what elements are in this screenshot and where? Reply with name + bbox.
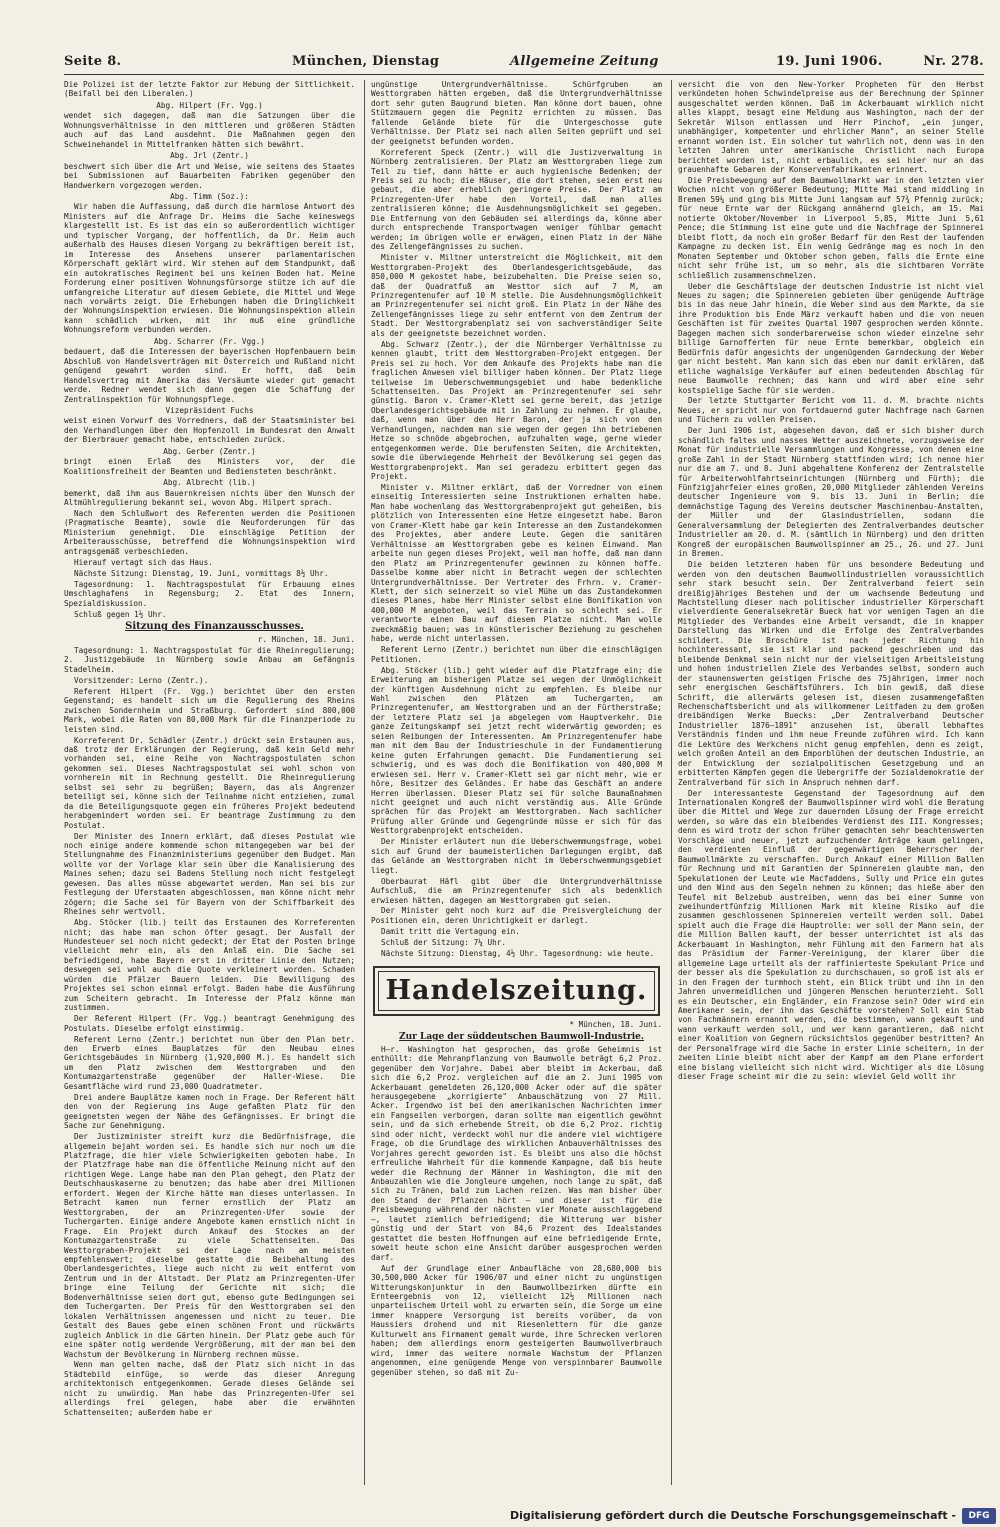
paragraph: Der Minister geht noch kurz auf die Preisvergleichung der Positionen ein, deren Unrichtigkeit er darlegt. bbox=[371, 906, 662, 925]
paragraph: Ueber die Geschäftslage der deutschen Industrie ist nicht viel Neues zu sagen; die Spinnereien gebieten über genügende Aufträge bis in das neue Jahr hinein, die Weber sind aus dem Markte, da sie ihre Produktion bis Ende März verkauft haben und die von neuen Geschäften ist für zweites Quartal 1907 gesprochen werden könnte. Dagegen machen sich sonderbarerweise schon wieder einzelne sehr billige Garnofferten für neue Ernte bemerkbar, obgleich ein Bedürfnis dafür angesichts der ungenügenden Garndeckung der Weber gar nicht besteht. Man kann sich das eben nur damit erklären, daß etliche waghalsige Verkäufer auf einen bedeutenden Abschlag für neue Baumwolle rechnen; das kann und wird aber eine sehr kostspielige Sache für sie werden. bbox=[678, 281, 984, 395]
paragraph: bringt einen Erlaß des Ministers vor, der die Koalitionsfreiheit der Beamten und Bediensteten beschränkt. bbox=[64, 457, 355, 476]
section-banner-title: Handelszeitung. bbox=[378, 971, 655, 1011]
place-and-day: München, Dienstag bbox=[292, 54, 440, 69]
paragraph: Vorsitzender: Lerno (Zentr.). bbox=[74, 675, 209, 685]
paragraph: Oberbaurat Häfl gibt über die Untergrundverhältnisse Aufschluß, die am Prinzregentenufer sich als bedenklich erwiesen hätten, dagegen am Westtorgraben gut seien. bbox=[371, 876, 662, 905]
paragraph: Korreferent Speck (Zentr.) will die Justizverwaltung in Nürnberg zentralisieren. Der Platz am Westtorgraben liege zum Teil zu tief, dann hätte er auch hygienische Bedenken; der Preis sei zu hoch; die Häuser, die dort stehen, seien erst neu gebaut, die aber erheblich geringere Preise. Der Platz am Prinzregenten-Ufer habe den Vorteil, daß man alles zentralisieren könne; die Ausdehnungsmöglichkeit sei gegeben. Die Entfernung von den Gebäuden sei allerdings da, könne aber durch entsprechende Transportwagen weniger fühlbar gemacht werden; im übrigen wolle er erwägen, einen Platz in der Nähe des Zellengefängnisses zu suchen. bbox=[371, 147, 662, 252]
column-1 bbox=[64, 80, 355, 1485]
dateline: * München, 18. Juni. bbox=[569, 1020, 662, 1030]
section-title: Sitzung des Finanzausschusses. bbox=[125, 621, 304, 633]
paragraph: Minister v. Miltner unterstreicht die Möglichkeit, mit dem Westtorgraben-Projekt des Oberlandesgerichtsgebäude, das 850,000 M gekostet habe, beizubehalten. Die Preise seien so, daß der Quadratfuß am Westtor sich auf 7 M, am Prinzregentenufer auf 10 M stelle. Die Ausdehnungsmöglichkeit am Prinzregentenufer sei nicht groß. Ein Platz in der Nähe des Zellengefängnisses liege zu sehr entfernt von dem Zentrum der Stadt. Der Westtorgrabenplatz sei von sachverständiger Seite als der geeignetste bezeichnet worden. bbox=[371, 253, 662, 338]
speaker-label: Abg. Hilpert (Fr. Vgg.) bbox=[156, 100, 263, 110]
column-2 bbox=[371, 80, 662, 1485]
paragraph: Nach dem Schlußwort des Referenten werden die Positionen (Pragmatische Beamte), sowie die Neuforderungen für das Ministerium genehmigt. Die einschlägige Petition der Arbeiterausschüsse, betreffend die Wohnungsinspektion wird antragsgemäß verbeschieden. bbox=[64, 508, 355, 556]
paragraph: wendet sich dagegen, daß man die Satzungen über die Wohnungsverhältnisse in den mittleren und größeren Städten auch auf das Land ausdehnt. Die Maßnahmen gegen den Schweinehandel in Mittelfranken hätten sich bewährt. bbox=[64, 111, 355, 149]
paragraph: Minister v. Miltner erklärt, daß der Vorredner von einem einseitig Interessierten seine Instruktionen erhalten habe. Man habe wochenlang das Westtorgrabenprojekt gut geheißen, bis plötzlich von Interessenten eine Hetze eingesetzt habe. Baron von Cramer-Klett habe gar kein Interesse an dem Zustandekommen des Projektes, aber andere Leute. Gegen die sanitären Verhältnisse am Westtorgraben gebe es keinen Einwand. Man arbeite nun gegen dieses Projekt, weil man hoffe, daß man dann den Platz am Prinzregentenufer gewinnen zu können hoffe. Dasselbe komme aber nicht in Betracht wegen der schlechten Untergrundverhältnisse. Der Vertreter des Frhrn. v. Cramer-Klett, der sich seinerzeit so viel Mühe um das Zustandekommen dieses Planes, habe Herr Minister selbst eine Bonifikation von 400,000 M angeboten, weil das Terrain so schlecht sei. Er verantworte einen Bau auf diesem Platze nicht. Man wolle zweckmäßig bauen; was in künstlerischer Beziehung zu geschehen habe, werde nicht unterlassen. bbox=[371, 483, 662, 644]
paragraph: Abg. Schwarz (Zentr.), der die Nürnberger Verhältnisse zu kennen glaubt, tritt dem Westtorgraben-Projekt entgegen. Der Preis sei zu hoch. Vor dem Ankaufe des Projekts habe man die fraglichen Anwesen viel billiger haben können. Der Platz liege teilweise im Ueberschwemmungsgebiet und habe bedenkliche Schattenseiten. Das Projekt am Prinzregentenufer sei sehr günstig. Baron v. Cramer-Klett sei gerne bereit, das jetzige Oberlandesgerichtsgebäude mit in Zahlung zu nehmen. Er glaube, daß, wenn man über den Herr Baron, der ja sich von den Verhandlungen, nachdem man sie wegen der gegen ihn betriebenen Hetze so schnöde abgebrochen, aufzuhalten wage, gerne wieder entgegenkommen werde. Die berufensten Seiten, die Architekten, sowie die überwiegende Mehrheit der Bevölkerung sei gegen das Westtorgrabenprojekt. Man sei geradezu erbittert gegen das Projekt. bbox=[371, 339, 662, 482]
dfg-logo: DFG bbox=[962, 1508, 996, 1524]
column-3 bbox=[678, 80, 984, 1485]
issue-date: 19. Juni 1906. bbox=[776, 54, 883, 69]
paragraph: beschwert sich über die Art und Weise, wie seitens des Staates bei Submissionen auf Bauarbeiten Fabriken gegenüber den Handwerkern vorgezogen werden. bbox=[64, 161, 355, 190]
paragraph: Wenn man gelten mache, daß der Platz sich nicht in das Städtebild einfüge, so werde das dieser Anregung architektonisch entgegenkommen. Gerade dieses Gelände sei nicht zu unwürdig. Man habe das Prinzregenten-Ufer sei allerdings frei gelegen, habe aber die erwähnten Schattenseiten; außerdem habe er bbox=[64, 1360, 355, 1417]
paragraph: Abg. Stöcker (lib.) teilt das Erstaunen des Korreferenten nicht; das habe man schon öfter gesagt. Der Ausfall der Hundesteuer sei noch nicht gedeckt; der Etat der Posten bringe vielleicht mehr ein, als den Anlaß ein. Die Sache sei befriedigend, habe Bayern erst in dritter Linie den Nutzen; deswegen sei wohl auch die Quote verkleinert worden. Schaden würden die Pfälzer Bauern leiden. Die Bewilligung des Projektes sei schon einmal erfolgt. Baden habe die Ausführung zum Scheitern gebracht. Im Interesse der Pfalz könne man zustimmen. bbox=[64, 918, 355, 1013]
dateline: r. München, 18. Juni. bbox=[257, 634, 355, 644]
speaker-label: Abg. Albrecht (lib.) bbox=[163, 478, 256, 488]
digitization-footer bbox=[0, 1508, 1000, 1527]
paragraph: Der interessanteste Gegenstand der Tagesordnung auf dem Internationalen Kongreß der Baumwollspinner wird wohl die Beratung über die Mittel und Wege zur dauernden Lösung der Frage erreicht werden, so wäre das ein bleibendes Verdienst des III. Kongresses; denn es wird trotz der schon früher gemachten sehr beachtenswerten Vorschläge und neuer, jetzt aufzuchender Anträge kaum gelingen, den verdienten Einfluß der gegenwärtigen Beherrscher der Baumwollmärkte zu verschaffen. Durch Ankauf einer Million Ballen für Rechnung und mit Garantien der Spinnereien glaubte man, den Spekulationen der Leute wie Macfaddens, Sully und Price ein gutes und den Wind aus den Segeln nehmen zu können; das hieße aber den Teufel mit Belzebub austreiben, wenn das bei einer Summe von zweihundertfünfzig Millionen Mark mit kleine Risiko auf die zusammen geschlossenen Spinnereien verteilt werden soll. Dabei spielt auch die Frage die Hauptrolle: wer soll der Mann sein, der die Million Ballen kauft, der besser unterrichtet ist als das Ackerbauamt in Washington, mehr Fühlung mit den Farmern hat als das Präsidium der Farmer-Vereinigung, der klarer über die allgemeine Lage urteilt als der raffinierteste Spekulant Price und der besser als die Spekulation zu durchschauen, so groß ist als er in den Fragen der turmhoch steht, ein Blick trübt und ihn in den Jahren unvermeidlichen und jüngeren Menschen herunterzieht. Soll es ein Deutscher, ein Engländer, ein Franzose sein? Oder wird ein Amerikaner sein, der ihn das Geschäfte vorstehen? Soll ein Stab von Fachmännern ernannt werden, die bestimmen, wann gekauft und wann verkauft werden soll, und wer kann garantieren, daß nicht einer Koalition von Gegnern rücksichtslos gegenüber bestritten? An der Personalfrage wird die Sache in erster Linie scheitern, in der zweiten Linie bleibt nicht aber der Kampf am dem Plane erfordert eine bislang vielleicht sich nicht wird. Wichtiger als die Lösung dieser Frage scheint mir die zu sein: wieviel Geld wollt ihr bbox=[678, 788, 984, 1082]
paragraph: Nächste Sitzung: Dienstag, 4½ Uhr. Tagesordnung: wie heute. bbox=[381, 948, 655, 958]
paragraph: Korreferent Dr. Schädler (Zentr.) drückt sein Erstaunen aus, daß trotz der Erklärungen der Regierung, daß kein Geld mehr vorhanden sei, eine Reihe von Nachtragspostulaten schon gekommen sei. Dieses Nachtragspostulat sei wohl schon von vornherein mit in Rechnung gestellt. Die Rheinregulierung selbst sei sehr zu begrüßen; Bayern, das als Angrenzer beteiligt sei, könne sich der Teilnahme nicht entziehen, zumal da die Beteiligungsquote gegen ein früheres Projekt bedeutend herabgemindert worden sei. Er beantrage Zustimmung zu dem Postulat. bbox=[64, 735, 355, 830]
speaker-label: Abg. Jrl (Zentr.) bbox=[170, 151, 249, 161]
paragraph: Referent Lerno (Zentr.) berichtet nun über die einschlägigen Petitionen. bbox=[371, 645, 662, 664]
paragraph: bemerkt, daß ihm aus Bauernkreisen nichts über den Wunsch der Altmühlregulierung bekannt sei, wovon Abg. Hilpert sprach. bbox=[64, 488, 355, 508]
paragraph: Der Referent Hilpert (Fr. Vgg.) beantragt Genehmigung des Postulats. Dieselbe erfolgt einstimmig. bbox=[64, 1014, 355, 1033]
paragraph: Referent Lerno (Zentr.) berichtet nun über den Plan betr. den Erwerb eines Bauplatzes für den Neubau eines Gerichtsgebäudes in Nürnberg (1,920,000 M.). Es handelt sich um den Platz zwischen dem Westtorgraben und den Kontumazgartenstraße gegenüber der Haller-Wiese. Die Gesamtfläche wird rund 23,000 Quadratmeter. bbox=[64, 1034, 355, 1091]
article-title: Zur Lage der süddeutschen Baumwoll-Industrie. bbox=[399, 1032, 644, 1043]
text-columns bbox=[64, 80, 984, 1490]
paragraph: Drei andere Bauplätze kamen noch in Frage. Der Referent hält den von der Regierung ins Auge gefaßten Platz für den geeignetsten wegen der Nähe des Gefängnisses. Er bringt die Sache zur Genehmigung. bbox=[64, 1092, 355, 1131]
speaker-label: Abg. Scharrer (Fr. Vgg.) bbox=[153, 336, 266, 346]
paragraph: H—r. Washington hat gesprochen, das große Geheimnis ist enthüllt: die Mehranpflanzung von Baumwolle beträgt 6,2 Proz. gegenüber dem Vorjahre. Dabei aber bleibt im Ackerbau, daß sich die 6,2 Proz. vergleichen auf die am 2. Juni 1905 vom Ackerbauamt gemeldeten 26,120,000 Acker oder auf die später herausgegebene „korrigierte" Anbauschätzung von 27 Mill. Acker. Irgendwo ist bei den amerikanischen Nachrichten immer ein Fangseilen verborgen, daran sollte man eigentlich gewöhnt sein, und da sich erhebende Streit, ob die 6,2 Proz. richtig sind oder nicht, verdeckt wohl nur die andere viel wichtigere Frage, ob die Grundlage des wirklichen Anbauverhältnisses des Vorjahres gerecht geworden ist. Es bleibt uns also die höchst erfreuliche Wahrheit für die kommende Kampagne, daß bis heute weder die Rechnung der Männer in Washington, die mit den Anbauzahlen wie die Jongleure umgehen, noch lange zu spät, daß sich zu Tränen, bald zum Lachen reizen. Was man bisher über den Stand der Pflanzen hört — und dieser ist für die Preisbewegung während der nächsten vier Monate ausschlaggebend —, lautet ziemlich befriedigend; die Witterung war bisher günstig und der Start von 84,6 Prozent des Idealstandes gestattet die besten Hoffnungen auf eine befriedigende Ernte, soweit heute schon eine Ansicht darüber ausgesprochen werden darf. bbox=[371, 1044, 662, 1262]
speaker-label: Abg. Timm (Soz.): bbox=[170, 191, 249, 201]
paragraph: Der Justizminister streift kurz die Bedürfnisfrage, die allgemein bejaht worden sei. Es handle sich nur noch um die Platzfrage, die hier viele Schwierigkeiten geboten habe. In der Platzfrage habe man die öffentliche Meinung nicht auf den richtigen Wege. Lange habe man den Plan gehegt, den Platz der Deutschhauskaserne zu benutzen; das habe aber drei Millionen erfordert. Wegen der Kirche hätte man dieses unterlassen. In Betracht kamen nun ferner ernstlich der Platz am Westtorgraben, der am Prinzregenten-Ufer sowie der Tuchergarten. Einige andere Angebote kamen ernstlich nicht in Frage. Ein Projekt durch Ankauf des Stockes an der Kontumazgartenstraße zu viele Schattenseiten. Das Westtorgraben-Projekt sei der Lage nach am meisten empfehlenswert; dieselbe gestatte die Beibehaltung des Oberlandesgerichtes, liege auch nicht zu weit entfernt vom Zentrum und in der Altstadt. Der Platz am Prinzregenten-Ufer bringe eine Teilung der Gerichte mit sich; die Bodenverhältnisse seien dort gut, ebenso gute Bedingungen sei dem Tuchergarten. Der Preis für den Westtorgraben sei den lokalen Verhältnissen angemessen und nicht zu teuer. Die Gestalt des Baues gebe einen schönen Front und rückwärts zugleich Anblick in die Gärten hinein. Der Platz gebe auch für eine später notig werdende Vergrößerung, mit der man bei dem Wachstum der Bevölkerung in Nürnberg rechnen müsse. bbox=[64, 1132, 355, 1359]
paragraph: Die beiden letzteren haben für uns besondere Bedeutung und werden von den deutschen Baumwollindustriellen voraussichtlich sehr stark besucht sein. Der Zentralverband feiert sein dreißigjähriges Bestehen und der um wachsende Bedeutung und Machtstellung dieser nach politischer industrieller Körperschaft vielverdiente Generalsekretär Bueck hat vor wenigen Tagen an die Mitglieder des Verbandes eine Arbeit versandt, die in knapper Darstellung das Wirken und die Erfolge des Zentralverbandes schildert. Die Broschüre ist nach jeder Richtung hin hochinteressant, sie ist klar und packend geschrieben und das bleibende Denkmal sein nicht nur der vielseitigen Arbeitsleistung und hohen industriellen Ziele des Verbandes selbst, sondern auch der staunenswerten geistigen Frische des 75jährigen, immer noch sehr energischen Geschäftsführers. Ich bin gewiß, daß diese Schrift, die allerwärts gelesen ist, diesen zusammengefaßten Rechenschaftsbericht und als willkommener Leitfaden zu dem großen dreibändigen Werke Buecks: „Der Zentralverband Deutscher Industrieller 1876—1891" anzusehen ist, überall lebhaftes Verständnis finden und ihm neue Freunde zuführen wird. Ich kann die Lektüre des Werkchens nicht genug empfehlen, denn es zeigt, welch großen Anteil an dem Emporblühen der deutschen Industrie, an der Entwicklung der sozialpolitischen Gesetzgebung und an erbitterten Kämpfen gegen die Uebergriffe der Sozialdemokratie der Zentralverband für sich in Anspruch nehmen darf. bbox=[678, 560, 984, 787]
speaker-label: Abg. Gerber (Zentr.) bbox=[163, 446, 256, 456]
paragraph: Damit tritt die Vertagung ein. bbox=[381, 926, 520, 936]
paragraph: ungünstige Untergrundverhältnisse. Schürfgruben am Westtorgraben hätten ergeben, daß die Untergrundverhältnisse dort sehr guten Baugrund bieten. Man könne dort bauen, ohne Stützmauern gegen die Pegnitz errichten zu müssen. Das fallende Gelände biete für die Untergeschosse gute Verhältnisse. Der Platz sei nach allen Seiten geprüft und sei der geeignetst befunden worden. bbox=[371, 80, 662, 146]
page-header bbox=[64, 52, 984, 75]
section-banner bbox=[373, 966, 660, 1016]
paragraph: Tagesordnung: 1. Nachtragspostulat für Erbauung eines Umschlaghafens in Regensburg; 2. Etat des Innern, Spezialdiskussion. bbox=[64, 579, 355, 608]
paragraph: Auf der Grundlage einer Anbaufläche von 28,680,000 bis 30,500,000 Acker für 1906/07 und einer nicht zu ungünstigen Witterungskonjunktur in den Baumwollbezirken dürfte ein Ernteergebnis von 12, vielleicht 12½ Millionen nach unparteiischem Urteil wohl zu erwarten sein, die Sorge um eine immer knappere Versorgung ist bereits vorüber, da von Haussiers drohend und mit Riesenlettern für die ganze Kulturwelt ans Firmament gemalt wurde, ihre Schrecken verloren haben; dem allerdings enorm gesteigerten Baumwollverbrauch wird, immer das weitere normale Wachstum der Pflanzen angenommen, eine genügende Menge von verspinnbarer Baumwolle gegenüber stehen, so daß mit Zu- bbox=[371, 1263, 662, 1377]
paragraph: versicht die von den New-Yorker Propheten für den Herbst verkündeten hohen Schwindelpreise aus der Berechnung der Spinner ausgeschaltet werden können. Daß im Ackerbauamt wirklich nicht alles klappt, besagt eine Meldung aus Washington, nach der der Sekretär Wilson entlassen und Herr Pinchof, „ein junger, unabhängiger, kompetenter und ehrlicher Mann", an seiner Stelle ernannt worden ist. Ein solcher tut wahrlich not, denn was in den letzten Jahren unter amerikanische Christlicht nach Europa berichtet worden ist, nicht erbaulich, es sei hier nur an das grauenhafte Gebaren der Konservenfabrikanten erinnert. bbox=[678, 80, 984, 175]
paragraph: Die Preisbewegung auf dem Baumwollmarkt war in den letzten vier Wochen nicht von größerer Bedeutung; Mitte Mai stand middling in Bremen 59¼ und ging bis Mitte Juni langsam auf 57¾ Pfennig zurück; für neue Ernte war der Rückgang annähernd gleich, am 15. Mai notierte Oktober/November in Liverpool 5,85, Mitte Juni 5,61 Pence; die Stimmung ist eine gute und die Nachfrage der Spinnerei bleibt flott, da noch ein großer Bedarf für den Rest der laufenden Kampagne zu decken ist. Ein wenig Gedränge mag es noch in den Monaten September und Oktober schon geben, falls die Ernte eine nicht sehr frühe ist, um so mehr, als die sichtbaren Vorräte schließlich zusammenschmelzen. bbox=[678, 176, 984, 280]
funding-note: Digitalisierung gefördert durch die Deutsche Forschungsgemeinschaft - bbox=[509, 1509, 956, 1522]
paragraph: Der Juni 1906 ist, abgesehen davon, daß er sich bisher durch schändlich faltes und nasses Wetter auszeichnete, vorzugsweise der Monat für industrielle Versammlungen und Kongresse, von denen eine große Zahl in der Stadt Nürnberg stattfinden wird; ich nenne hier nur die am 7. und 8. Juni abgehaltene Konferenz der Zentralstelle für Arbeiterwohlfahrtseinrichtungen (Nürnberg und Fürth); die Fünfzigjahrfeier eines großen, 20,000 Mitglieder zählenden Vereins deutscher Ingenieure vom 9. bis 13. Juni in Berlin; die demnächstige Tagung des Vereins deutscher Maschinenbau-Anstalten, der Müller und der Glasindustriellen, sodann die Generalversammlung der Delegierten des Zentralverbandes deutscher Industrieller am 20. d. M. (sämtlich in Nürnberg) und den dritten Kongreß der europäischen Baumwollspinner am 25., 26. und 27. Juni in Bremen. bbox=[678, 426, 984, 559]
page-number: Seite 8. bbox=[64, 54, 122, 69]
paragraph: Schluß gegen 1½ Uhr. bbox=[74, 609, 167, 619]
paragraph: Die Polizei ist der letzte Faktor zur Hebung der Sittlichkeit. (Beifall bei den Liberalen.) bbox=[64, 80, 355, 99]
column-rule bbox=[364, 80, 365, 1485]
paragraph: Der Minister erläutert nun die Ueberschwemmungsfrage, wobei sich auf Grund der baumeisterlichen Darlegungen ergibt, daß das Gelände am Westtorgraben nicht im Ueberschwemmungsgebiet liegt. bbox=[371, 837, 662, 875]
paragraph: bedauert, daß die Interessen der bayerischen Hopfenbauern beim Abschluß von Handelsverträgen mit Österreich und Rußland nicht genügend gewahrt worden sind. Er hofft, daß beim Handelsvertrag mit Amerika das Versäumte wieder gut gemacht werde. Redner wendet sich dann gegen die Schaffung der Zentralinspektion für Wohnungspflege. bbox=[64, 347, 355, 404]
paragraph: Wir haben die Auffassung, daß durch die harmlose Antwort des Ministers auf die Anfrage Dr. Heims die Sache keineswegs klargestellt ist. Es ist das ein so außerordentlich wichtiger und typischer Vorgang, der hoffentlich, da Dr. Heim auch außerhalb des Hauses diesen Vorgang zu bekräftigen bereit ist, im Interesse des Ansehens unserer parlamentarischen Körperschaft geklärt wird. Wir stehen auf dem Standpunkt, daß ein autokratisches Regiment bei uns keinen Boden hat. Meine Forderung einer positiven Wohnungsfürsorge stütze ich auf die umfangreiche Literatur auf diesem Gebiete, die Mittel und Wege nach vorwärts zeigt. Die Erhebungen haben die Dringlichkeit der Wohnungsinspektion erwiesen. Die Wohnungsinspektion allein kann schädlich wirken, mit ihr muß eine gründliche Wohnungsreform verbunden werden. bbox=[64, 202, 355, 335]
paragraph: Nächste Sitzung: Dienstag, 19. Juni, vormittags 8½ Uhr. bbox=[74, 568, 329, 578]
paragraph: weist einen Vorwurf des Vorredners, daß der Staatsminister bei den Verhandlungen über den Hopfenzoll im Bundesrat den Anwalt der Bierbrauer gemacht habe, entschieden zurück. bbox=[64, 416, 355, 445]
paragraph: Tagesordnung: 1. Nachtragspostulat für die Rheinregulierung; 2. Justizgebäude in Nürnberg sowie Anbau am Gefängnis Stadelheim. bbox=[64, 645, 355, 674]
paragraph: Schluß der Sitzung: 7¼ Uhr. bbox=[381, 937, 506, 947]
column-rule bbox=[671, 80, 672, 1485]
paragraph: Abg. Stöcker (lib.) geht wieder auf die Platzfrage ein; die Erweiterung am bisherigen Platze sei wegen der Unmöglichkeit der künftigen Ausdehnung nicht zu empfehlen. Es bleibe nur Wahl zwischen den Plätzen am Tuchergarten, am Prinzregentenufer, am Westtorgraben und an der Fürtherstraße; der letztere Platz sei ja abgelegen vom Hauptverkehr. Die ganze Zeitungskampf sei jetzt recht widerwärtig geworden; es seien Reibungen der Interessenten. Am Prinzregentenufer habe man mit dem Bau der Industrieschule in der Fundamentierung keine guten Erfahrungen gemacht. Die Fundamentierung sei schwierig, und es was doch die Bonifikation von 400,000 M erwiesen sei. Herr v. Cramer-Klett sei gar nicht mehr, wie er höre, Besitzer des Geländes. Er habe das Geschäft an andere Herren überlassen. Dieser Platz sei für solche Baumaßnahmen nicht geeignet und auch nicht verständig aus. Alle Gründe sprächen für das Projekt am Westtorgraben. Nach sachlicher Prüfung aller Gründe und Gegengründe müsse er sich für das Westtorgrabenprojekt entscheiden. bbox=[371, 665, 662, 836]
paragraph: Referent Hilpert (Fr. Vgg.) berichtet über den ersten Gegenstand; es handelt sich um die Regulierung des Rheins zwischen Sondernheim und Straßburg. Gefordert sind 800,000 Mark, wobei die Raten von 80,000 Mark für die Finanzperiode zu leisten sind. bbox=[64, 686, 355, 734]
paragraph: Hierauf vertagt sich das Haus. bbox=[74, 557, 213, 567]
paragraph: Der Minister des Innern erklärt, daß dieses Postulat wie noch einige andere kommende schon mitangegeben war bei der Stellungnahme des Finanzministeriums gegenüber dem Budget. Man wollte vor der Vorlage klar sein über die Kanalisierung des Maines sehen; dazu sei Badens Stellung noch nicht festgelegt gewesen. Das alles müsse abgewartet werden. Man sei bis zur Festlegung der Uferstaaten abgeschlossen, man könne nicht mehr zögern; die Sache sei für Bayern von der Schiffbarkeit des Rheines sehr wertvoll. bbox=[64, 831, 355, 917]
newspaper-name: Allgemeine Zeitung bbox=[510, 54, 659, 69]
issue-number: Nr. 278. bbox=[923, 54, 984, 69]
paragraph: Der letzte Stuttgarter Bericht vom 11. d. M. brachte nichts Neues, er spricht nur von fortdauernd guter Nachfrage nach Garnen und Tüchern zu vollen Preisen. bbox=[678, 396, 984, 425]
speaker-label: Vizepräsident Fuchs bbox=[165, 405, 254, 415]
